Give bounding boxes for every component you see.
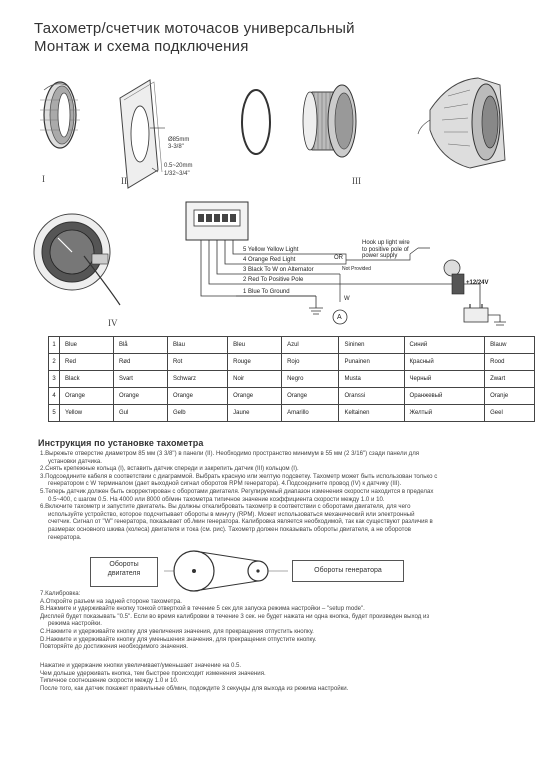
table-cell: Oranje bbox=[485, 388, 535, 405]
table-cell: Rojo bbox=[282, 354, 339, 371]
table-cell: Blue bbox=[60, 337, 114, 354]
table-cell: Красный bbox=[404, 354, 485, 371]
connector-block bbox=[186, 202, 248, 240]
power-switch-icon bbox=[444, 260, 460, 276]
assembled-gauge-illustration bbox=[418, 78, 505, 168]
wire-5-label: 5 Yellow Yellow Light bbox=[243, 247, 299, 253]
table-cell: Rood bbox=[485, 354, 535, 371]
table-cell: 2 bbox=[49, 354, 60, 371]
table-cell: Rouge bbox=[228, 354, 282, 371]
pulley-diagram bbox=[160, 548, 290, 594]
label-IV: IV bbox=[108, 318, 118, 328]
instructions-title: Инструкция по установке тахометра bbox=[38, 438, 204, 448]
label-I: I bbox=[42, 174, 45, 184]
wire-4-label: 4 Orange Red Light bbox=[243, 257, 296, 263]
table-cell: Svart bbox=[113, 371, 167, 388]
table-cell: Noir bbox=[228, 371, 282, 388]
table-cell: Gul bbox=[113, 405, 167, 422]
table-cell: 3 bbox=[49, 371, 60, 388]
wire-2-label: 2 Red To Positive Pole bbox=[243, 277, 304, 283]
table-cell: Blå bbox=[113, 337, 167, 354]
table-cell: Blauw bbox=[485, 337, 535, 354]
table-cell: Geel bbox=[485, 405, 535, 422]
voltage-label: +12/24V bbox=[466, 280, 489, 286]
table-row bbox=[49, 371, 535, 388]
page-title: Тахометр/счетчик моточасов универсальный bbox=[34, 20, 355, 37]
gauge-body-illustration bbox=[303, 85, 356, 157]
wire-3-label: 3 Black To W on Alternator bbox=[243, 267, 314, 273]
cutout-diameter-mm: Ø85mm bbox=[168, 137, 190, 143]
table-cell: Orange bbox=[282, 388, 339, 405]
panel-thickness-in: 1/32~3/4" bbox=[164, 171, 190, 177]
table-cell: Punainen bbox=[339, 354, 404, 371]
table-cell: Rød bbox=[113, 354, 167, 371]
label-II: II bbox=[121, 176, 127, 186]
wire-color-table bbox=[48, 336, 535, 422]
hookup-note: Hook up light wire to positive pole of power supply bbox=[362, 240, 410, 259]
table-cell: 1 bbox=[49, 337, 60, 354]
instructions-steps: 1.Вырежьте отверстие диаметром 85 мм (3 3/8") в панели (II). Необходимо пространство минимум в 55 мм (2 3/16") сзади панели для установки датчика. 2.Снять крепежные кольца (I), вставить датчик спереди и закрепить датчик (III) кольцом (I). 3.Подсоедините кабеля в соответствии с диаграммой. Выбрать красную или желтую подсветку. Тахометр может быть использован только с генератором с W терминалом (дает выходной сигнал оборотов RPM генератора). 4.Подсоедините провод (IV) к датчику (III). 5.Теперь датчик должен быть скорректирован с оборотами двигателя. Регулируемый диапазон изменения скорости находится в пределах 0.5~400, с шагом 0.5. На 4000 или 8000 об/мин тахометра типичное значение коэффициента скорости между 1.0 и 10. 6.Включите тахометр и запустите двигатель. Вы должны откалибровать тахометр в соответствии с оборотами двигателя, для чего используйте устройство, которое подсчитывает обороты в минуту (RPM). Может использоваться механический или электронный счетчик. Сигнал от "W" генератора, показывает об./мин генератора. Калибровка является необходимой, так как существуют различия в размерах основного шкива (колеса) двигателя и тока (см. рис). Тахометр должен показывать обороты двигателя, а не оборотов генератора. bbox=[40, 450, 438, 541]
calibration-section: 7.Калибровка: A.Откройте разъем на задней стороне тахометра. B.Нажмите и удерживайте кнопку тонкой отверткой в течение 5 сек для запуска режима настройки – "setup mode". Дисплей будет показывать "0.5". Если во время калибровки в течение 3 сек. не будет нажата ни одна кнопка, будет произведен выход из режима настройки. C.Нажмите и удерживайте кнопку для увеличения значения, для прекращения отпустить кнопку. D.Нажмите и удерживайте кнопку для уменьшения значения, для прекращения отпустите кнопку. Повторяйте до достижения необходимого значения. bbox=[40, 590, 430, 651]
w-label: W bbox=[344, 296, 350, 302]
table-cell: Orange bbox=[60, 388, 114, 405]
table-row bbox=[49, 405, 535, 422]
table-cell: Blau bbox=[167, 337, 227, 354]
table-cell: Azul bbox=[282, 337, 339, 354]
table-cell: Черный bbox=[404, 371, 485, 388]
table-cell: Red bbox=[60, 354, 114, 371]
table-cell: Zwart bbox=[485, 371, 535, 388]
wire-1-label: 1 Blue To Ground bbox=[243, 289, 290, 295]
or-label: OR bbox=[334, 255, 343, 261]
panel-thickness-mm: 0.5~20mm bbox=[164, 163, 193, 169]
table-cell: Jaune bbox=[228, 405, 282, 422]
mounting-diagram bbox=[0, 60, 554, 200]
table-row bbox=[49, 354, 535, 371]
not-provided-label: Not Provided bbox=[342, 266, 371, 272]
calibration-notes: Нажатие и удержание кнопки увеличивает/уменьшает значение на 0.5. Чем дольше удерживать кнопка, тем быстрее происходит изменения значения. Типичное соотношение скорости между 1.0 и 10. После того, как датчик покажет правильные об/мин, подождите 3 секунды для выхода из режима настройки. bbox=[40, 662, 349, 692]
table-row bbox=[49, 388, 535, 405]
table-cell: Синий bbox=[404, 337, 485, 354]
table-cell: Negro bbox=[282, 371, 339, 388]
table-cell: Bleu bbox=[228, 337, 282, 354]
gasket-illustration bbox=[242, 90, 270, 154]
table-cell: 4 bbox=[49, 388, 60, 405]
generator-rpm-box: Обороты генератора bbox=[292, 560, 404, 582]
table-cell: Oranssi bbox=[339, 388, 404, 405]
table-cell: Желтый bbox=[404, 405, 485, 422]
table-cell: Sininen bbox=[339, 337, 404, 354]
table-row bbox=[49, 337, 535, 354]
table-cell: Schwarz bbox=[167, 371, 227, 388]
gauge-rear-illustration bbox=[34, 214, 120, 305]
table-cell: Musta bbox=[339, 371, 404, 388]
w-circle-label: A bbox=[337, 314, 342, 321]
cutout-diameter-in: 3-3/8" bbox=[168, 144, 184, 150]
table-cell: Orange bbox=[167, 388, 227, 405]
table-cell: Rot bbox=[167, 354, 227, 371]
table-cell: Orange bbox=[228, 388, 282, 405]
page-subtitle: Монтаж и схема подключения bbox=[34, 38, 249, 55]
label-III: III bbox=[352, 176, 361, 186]
table-cell: Yellow bbox=[60, 405, 114, 422]
ground-icon bbox=[309, 296, 323, 314]
battery-icon bbox=[464, 308, 488, 322]
engine-rpm-box: Обороты двигателя bbox=[90, 557, 158, 587]
bezel-ring-illustration bbox=[40, 82, 80, 148]
table-cell: Black bbox=[60, 371, 114, 388]
table-cell: Keltainen bbox=[339, 405, 404, 422]
table-cell: Оранжевый bbox=[404, 388, 485, 405]
table-cell: Gelb bbox=[167, 405, 227, 422]
table-cell: 5 bbox=[49, 405, 60, 422]
fuse-icon bbox=[452, 274, 464, 294]
table-cell: Orange bbox=[113, 388, 167, 405]
table-cell: Amarillo bbox=[282, 405, 339, 422]
panel-illustration bbox=[120, 80, 165, 188]
